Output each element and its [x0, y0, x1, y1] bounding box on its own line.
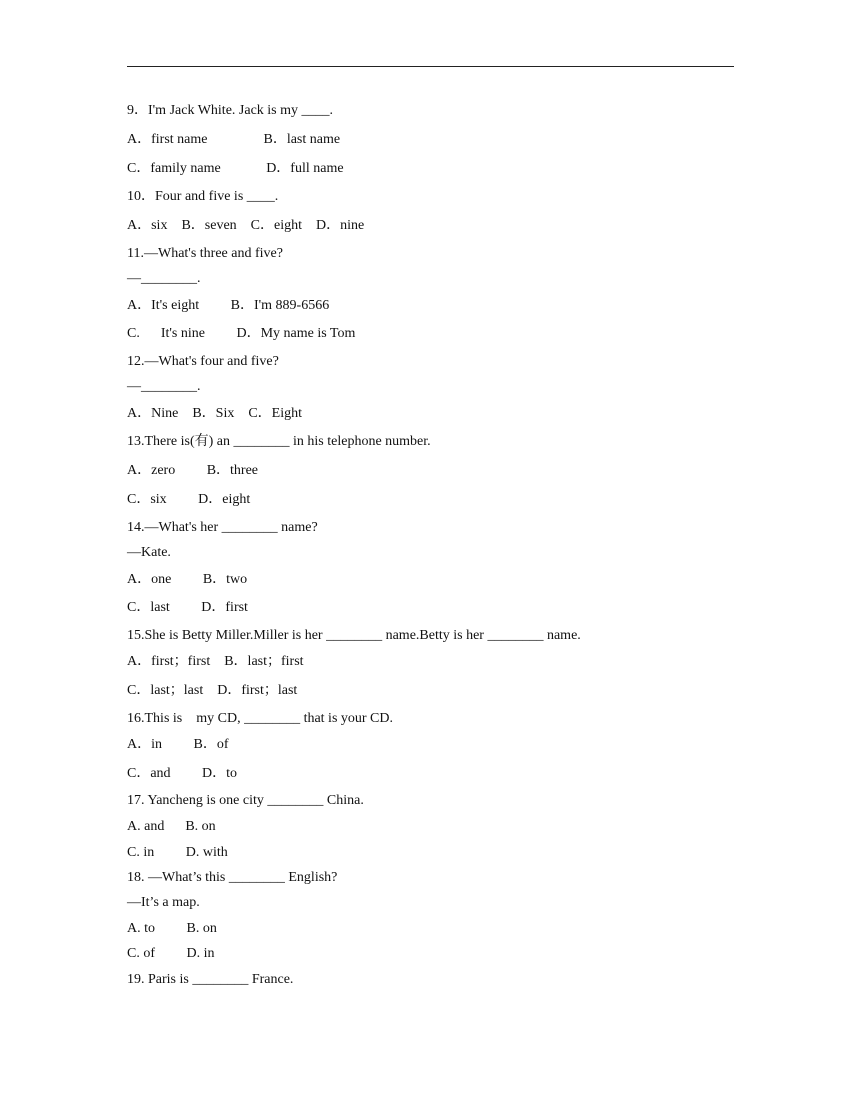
question-13-options-cd: C．six D．eight [127, 492, 251, 507]
question-12-answer-blank: —________. [127, 379, 201, 394]
question-17-options-cd: C. in D. with [127, 845, 228, 860]
question-17: 17. Yancheng is one city ________ China. [127, 793, 364, 808]
question-14: 14.—What's her ________ name? [127, 520, 318, 535]
question-15: 15.She is Betty Miller.Miller is her ________ name.Betty is her ________ name. [127, 628, 581, 643]
question-11-options-ab: A．It's eight B．I'm 889-6566 [127, 298, 330, 313]
question-18-options-cd: C. of D. in [127, 946, 215, 961]
question-14-options-ab: A．one B．two [127, 572, 248, 587]
question-10-options: A．six B．seven C．eight D．nine [127, 218, 365, 233]
header-rule [127, 66, 734, 67]
question-18: 18. —What’s this ________ English? [127, 870, 338, 885]
question-14-options-cd: C．last D．first [127, 600, 248, 615]
question-11-options-cd: C. It's nine D．My name is Tom [127, 326, 356, 341]
question-15-options-cd: C．last；last D．first；last [127, 683, 298, 698]
question-17-options-ab: A. and B. on [127, 819, 216, 834]
question-13-options-ab: A．zero B．three [127, 463, 259, 478]
question-16-options-cd: C．and D．to [127, 766, 238, 781]
question-14-answer: —Kate. [127, 545, 171, 560]
question-13: 13.There is(有) an ________ in his telephone number. [127, 434, 431, 449]
question-16: 16.This is my CD, ________ that is your CD. [127, 711, 394, 726]
question-9-options-cd: C．family name D．full name [127, 161, 344, 176]
question-11: 11.—What's three and five? [127, 246, 283, 261]
question-18-options-ab: A. to B. on [127, 921, 217, 936]
question-11-answer-blank: —________. [127, 271, 201, 286]
question-16-options-ab: A．in B．of [127, 737, 229, 752]
question-15-options-ab: A．first；first B．last；first [127, 654, 304, 669]
question-18-answer: —It’s a map. [127, 895, 200, 910]
question-10: 10．Four and five is ____. [127, 189, 279, 204]
question-9: 9．I'm Jack White. Jack is my ____. [127, 103, 334, 118]
question-9-options-ab: A．first name B．last name [127, 132, 341, 147]
question-12-options: A．Nine B．Six C．Eight [127, 406, 303, 421]
question-19: 19. Paris is ________ France. [127, 972, 294, 987]
question-12: 12.—What's four and five? [127, 354, 279, 369]
